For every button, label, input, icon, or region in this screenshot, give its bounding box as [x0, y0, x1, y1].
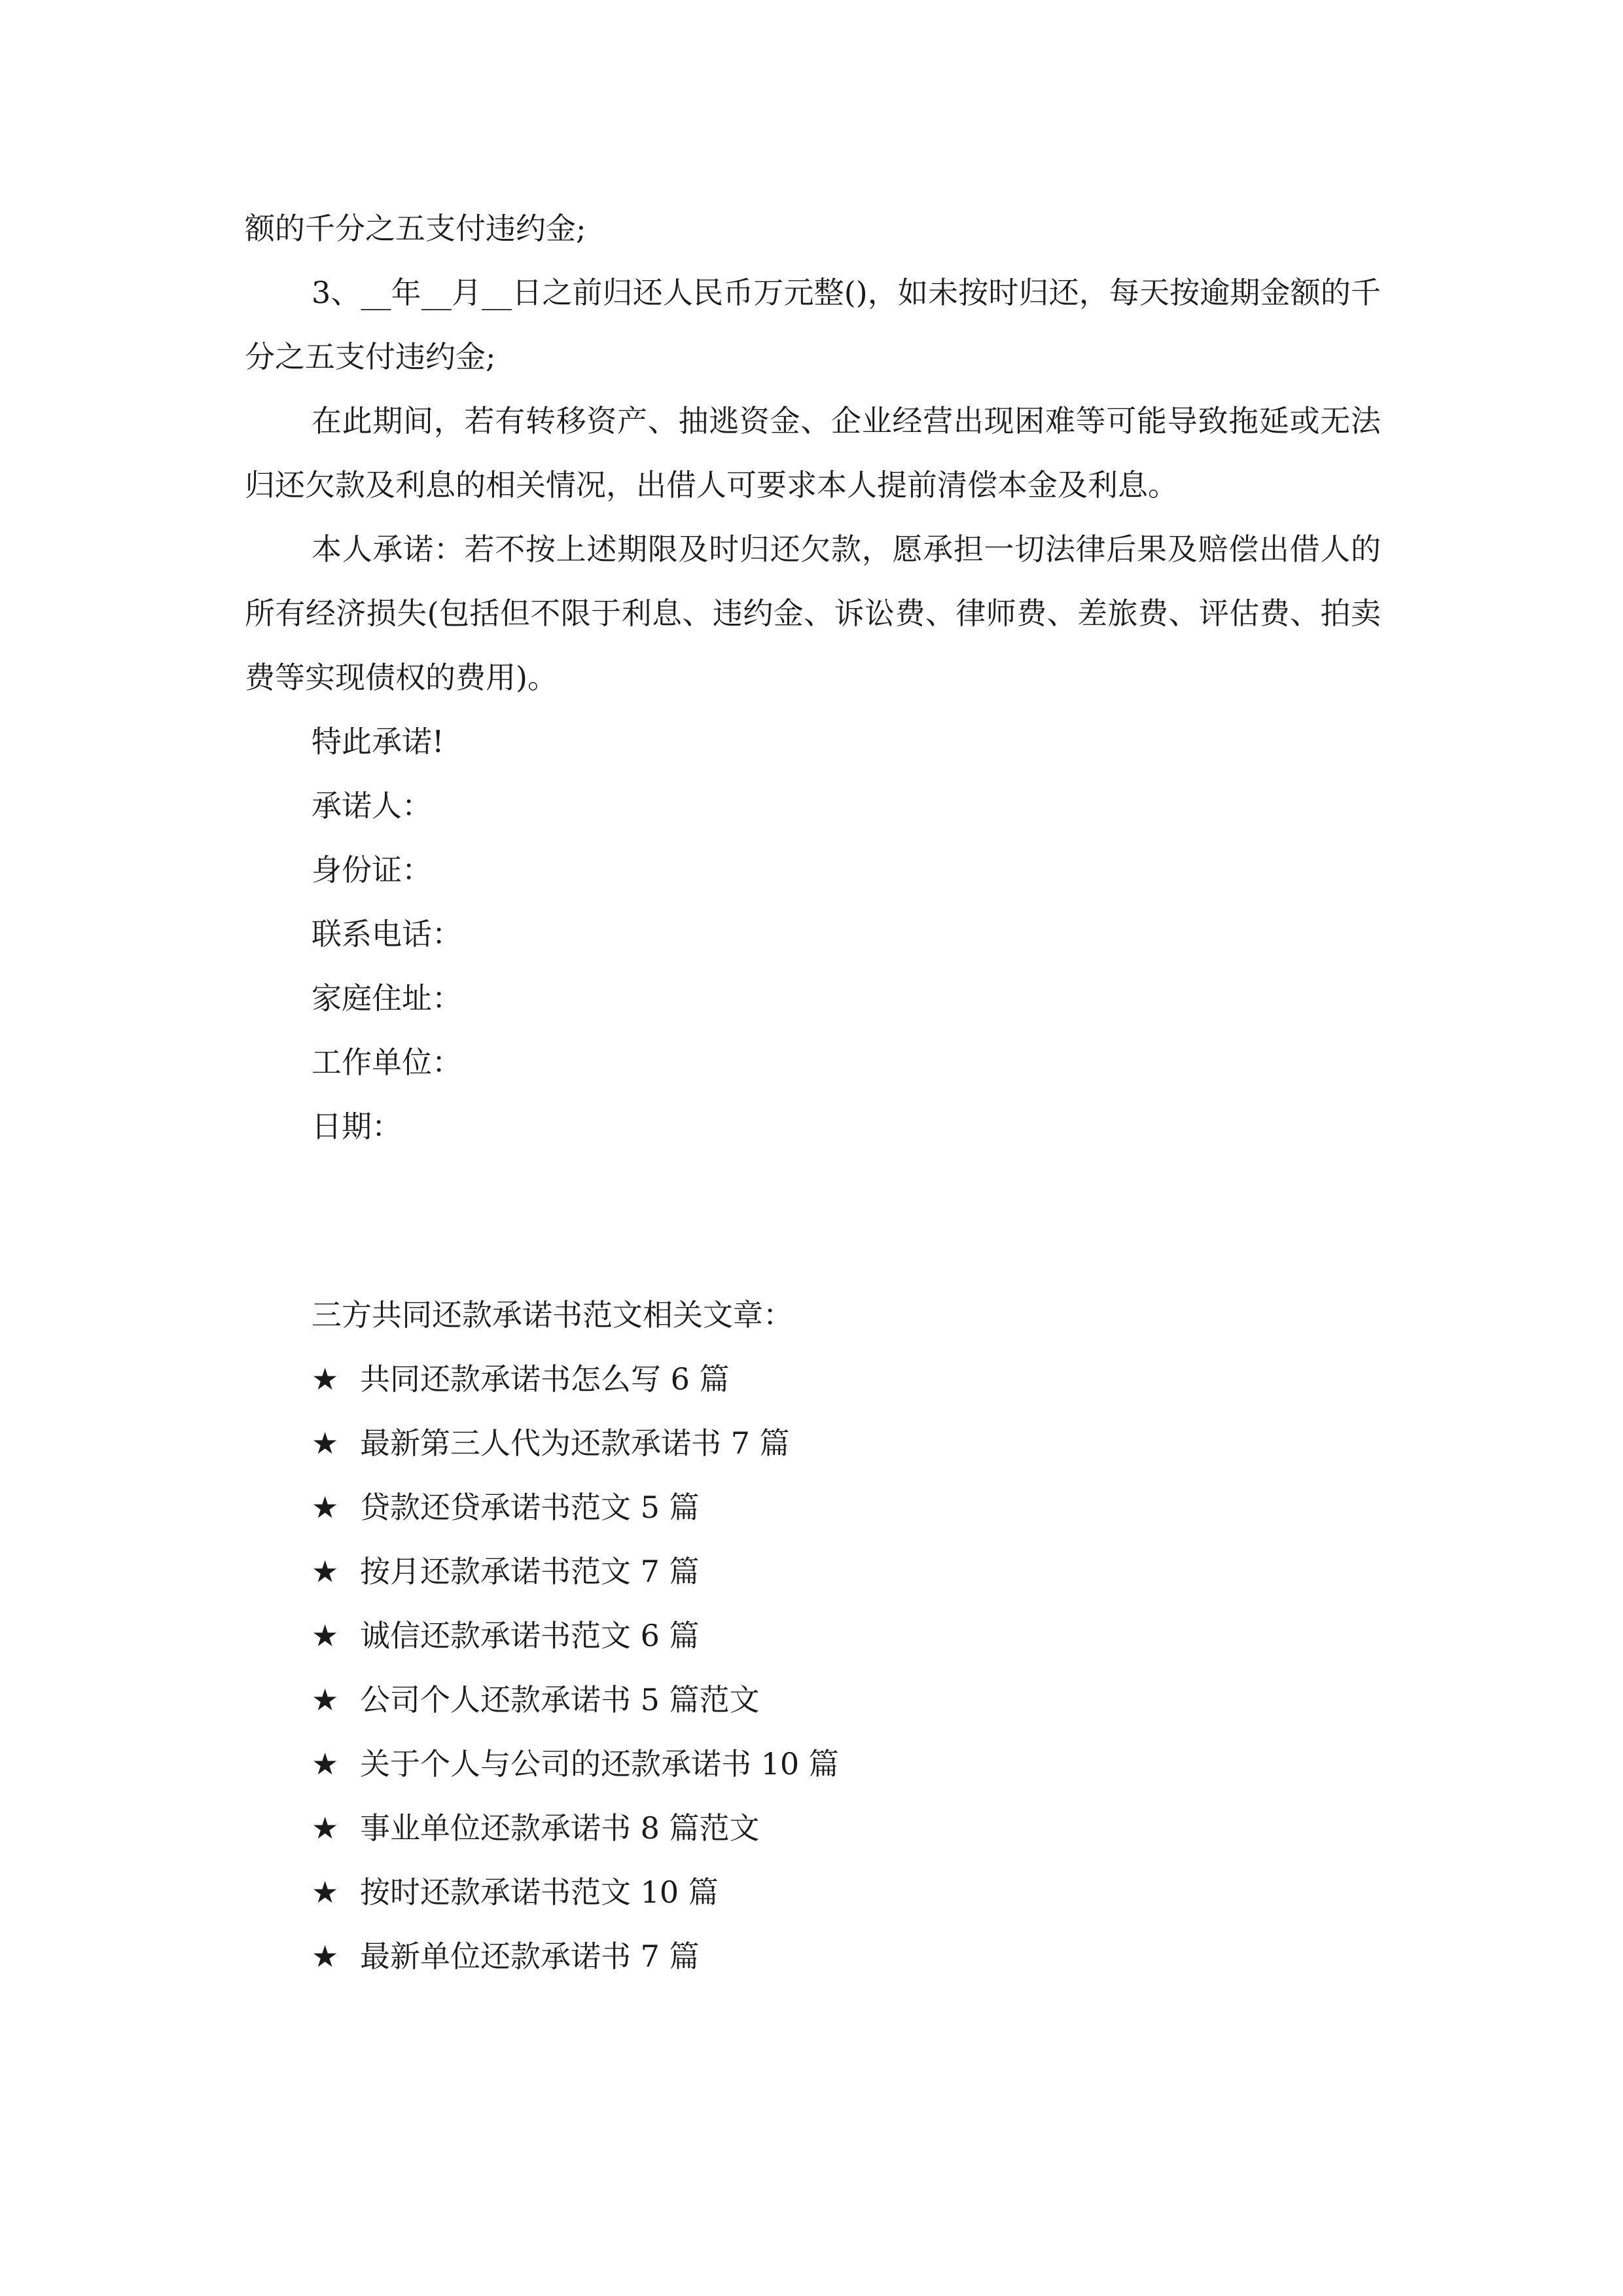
promisor-field: 承诺人：: [312, 788, 432, 823]
star-icon: ★: [312, 1490, 339, 1525]
star-icon: ★: [312, 1361, 339, 1397]
id-card-field: 身份证：: [312, 852, 432, 888]
star-icon: ★: [312, 1426, 339, 1461]
work-unit-field: 工作单位：: [312, 1045, 462, 1080]
star-icon: ★: [312, 1746, 339, 1782]
date-field: 日期：: [312, 1109, 402, 1144]
related-article-link[interactable]: 事业单位还款承诺书 8 篇范文: [360, 1810, 760, 1846]
related-article-item[interactable]: [312, 1347, 1359, 1411]
star-icon: ★: [312, 1682, 339, 1717]
related-article-item[interactable]: [312, 1604, 1359, 1668]
address-field: 家庭住址：: [312, 980, 462, 1016]
related-article-link[interactable]: 共同还款承诺书怎么写 6 篇: [360, 1361, 730, 1397]
star-icon: ★: [312, 1554, 339, 1589]
star-icon: ★: [312, 1810, 339, 1846]
related-article-link[interactable]: 最新第三人代为还款承诺书 7 篇: [360, 1426, 790, 1461]
star-icon: ★: [312, 1618, 339, 1653]
related-article-link[interactable]: 按时还款承诺书范文 10 篇: [360, 1874, 719, 1910]
related-articles: [312, 1283, 1359, 1988]
related-article-item[interactable]: [312, 1924, 1359, 1988]
star-icon: ★: [312, 1874, 339, 1910]
related-article-link[interactable]: 公司个人还款承诺书 5 篇范文: [360, 1682, 760, 1717]
related-article-item[interactable]: [312, 1475, 1359, 1539]
related-article-link[interactable]: 关于个人与公司的还款承诺书 10 篇: [360, 1746, 839, 1782]
related-article-item[interactable]: [312, 1796, 1359, 1860]
related-article-link[interactable]: 按月还款承诺书范文 7 篇: [360, 1554, 700, 1589]
related-article-link[interactable]: 诚信还款承诺书范文 6 篇: [360, 1618, 700, 1653]
related-article-item[interactable]: [312, 1411, 1359, 1475]
closing-statement: 特此承诺!: [312, 724, 444, 759]
related-articles-list: [312, 1347, 1359, 1988]
star-icon: ★: [312, 1939, 339, 1974]
related-article-item[interactable]: [312, 1668, 1359, 1732]
related-articles-title: 三方共同还款承诺书范文相关文章：: [312, 1297, 793, 1333]
related-article-link[interactable]: 最新单位还款承诺书 7 篇: [360, 1939, 700, 1974]
related-article-item[interactable]: [312, 1539, 1359, 1604]
paragraph-term-3: 3、__年__月__日之前归还人民币万元整()，如未按时归还，每天按逾期金额的千分之五支付违约金;: [245, 275, 1381, 374]
related-article-item[interactable]: [312, 1732, 1359, 1796]
related-article-link[interactable]: 贷款还贷承诺书范文 5 篇: [360, 1490, 700, 1525]
document-body: [245, 196, 1381, 1158]
phone-field: 联系电话：: [312, 916, 462, 952]
paragraph-commitment: 本人承诺：若不按上述期限及时归还欠款，愿承担一切法律后果及赔偿出借人的所有经济损失(包括但不限于利息、违约金、诉讼费、律师费、差旅费、评估费、拍卖费等实现债权的费用)。: [245, 531, 1381, 695]
paragraph-continuation: 额的千分之五支付违约金;: [245, 211, 586, 246]
related-article-item[interactable]: [312, 1860, 1359, 1924]
paragraph-early-repayment: 在此期间，若有转移资产、抽逃资金、企业经营出现困难等可能导致拖延或无法归还欠款及利息的相关情况，出借人可要求本人提前清偿本金及利息。: [245, 403, 1381, 503]
